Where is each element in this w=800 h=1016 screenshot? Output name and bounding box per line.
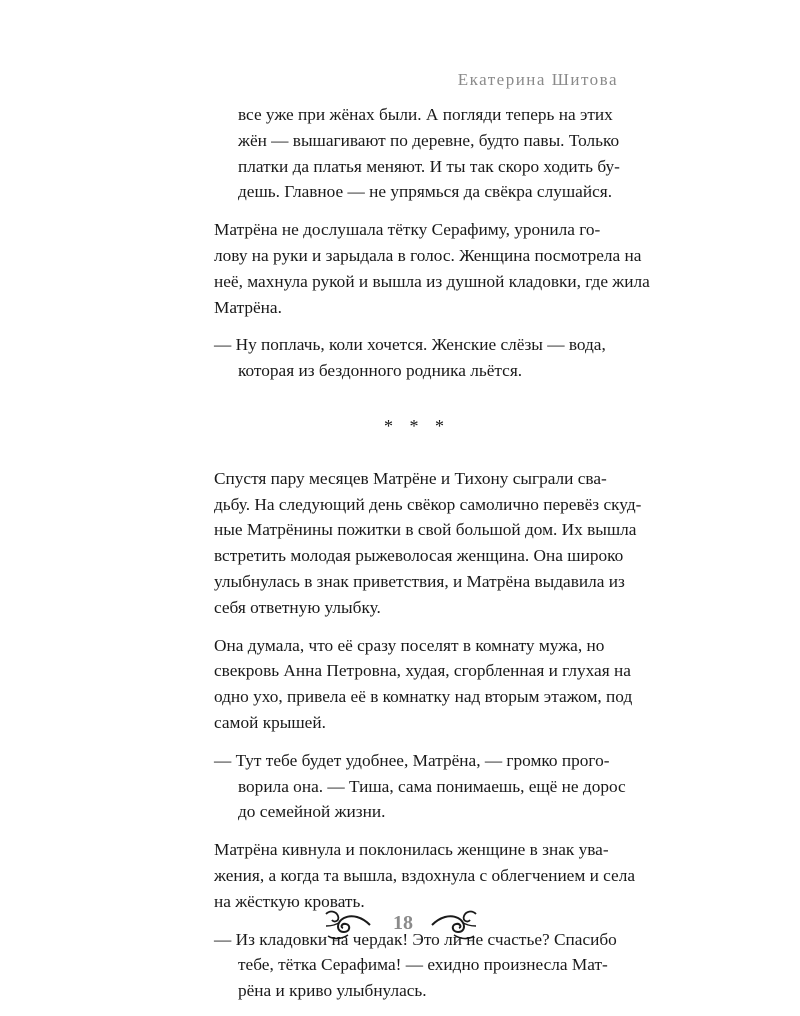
text-line: себя ответную улыбку. [214,597,381,617]
text-line: до семейной жизни. [238,802,386,822]
text-line: которая из бездонного родника льётся. [238,361,523,381]
right-flourish-ornament [430,908,478,942]
text-line: Матрёна кивнула и поклонилась женщине в знак ува- [214,840,609,860]
text-line: тебе, тётка Серафима! — ехидно произнесла Мат- [238,955,608,975]
text-line: свекровь Анна Петровна, худая, сгорбленная и глухая на [214,661,631,681]
text-line: Матрёна. [214,297,282,317]
text-line: ные Матрёнины пожитки в свой большой дом. Их вышла [214,520,637,540]
dialogue-paragraph [214,332,620,384]
text-line: дьбу. На следующий день свёкор самолично перевёз скуд- [214,494,642,514]
text-line: Спустя пару месяцев Матрёне и Тихону сыграли сва- [214,468,607,488]
text-paragraph [214,102,620,205]
text-line: платки да платья меняют. И ты так скоро ходить бу- [238,156,620,176]
text-line: улыбнулась в знак приветствия, и Матрёна выдавила из [214,571,625,591]
text-line: лову на руки и зарыдала в голос. Женщина посмотрела на [214,245,642,265]
text-line: — Из кладовки на чердак! Это ли не счастье? Спасибо [214,929,617,949]
body-text [214,102,650,1016]
text-line: все уже при жёнах были. А погляди теперь на этих [238,105,613,124]
text-line: ворила она. — Тиша, сама понимаешь, ещё не дорос [238,776,626,796]
text-line: жён — вышагивают по деревне, будто павы. Только [238,130,620,150]
text-paragraph [214,217,650,320]
text-line: встретить молодая рыжеволосая женщина. Она широко [214,546,624,566]
text-line: самой крышей. [214,712,326,732]
left-flourish-ornament [324,908,372,942]
section-break-asterism: * * * [384,415,450,436]
page-number: 18 [393,912,413,934]
text-line: неё, махнула рукой и вышла из душной кладовки, где жила [214,271,650,291]
text-line: дешь. Главное — не упрямься да свёкра слушайся. [238,182,613,202]
text-line: — Тут тебе будет удобнее, Матрёна, — громко прого- [214,750,610,770]
text-line: жения, а когда та вышла, вздохнула с облегчением и села [214,865,636,885]
running-head-author: Екатерина Шитова [457,70,618,89]
dialogue-paragraph [214,748,626,825]
text-line: рёна и криво улыбнулась. [238,981,427,1001]
text-paragraph [214,466,642,621]
text-line: Она думала, что её сразу поселят в комнату мужа, но [214,635,605,655]
text-paragraph [214,633,633,736]
page-footer [0,900,800,950]
text-line: Матрёна не дослушала тётку Серафиму, уронила го- [214,220,601,240]
text-line: — Ну поплачь, коли хочется. Женские слёзы — вода, [214,335,606,355]
text-line: одно ухо, привела её в комнатку над вторым этажом, под [214,687,633,707]
text-line: на жёсткую кровать. [214,891,365,911]
